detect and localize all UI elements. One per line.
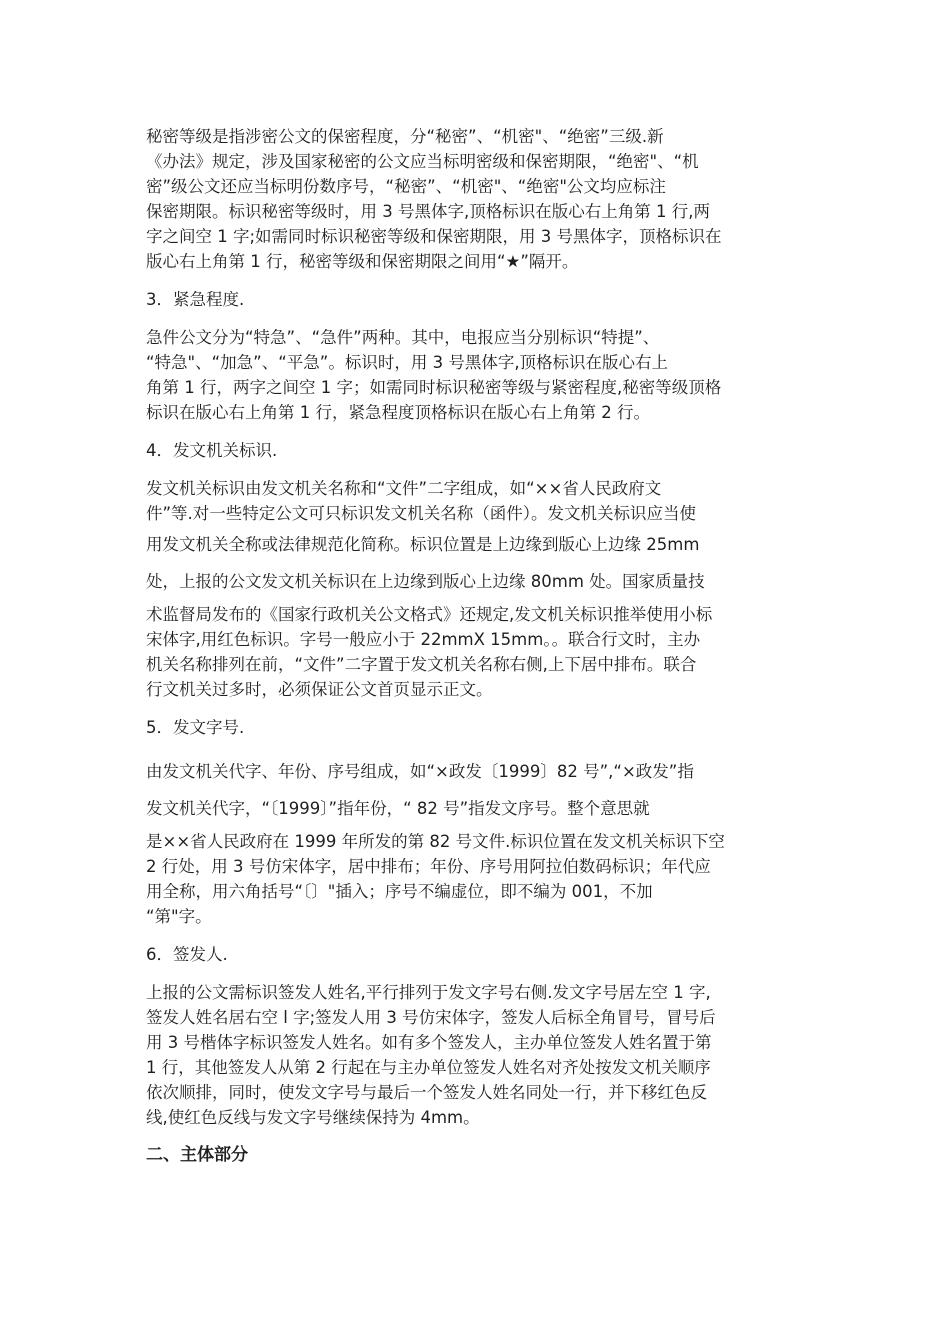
text-line: 密”级公文还应当标明份数序号，“秘密”、“机密"、“绝密"公文均应标注 [146,177,666,196]
text-line: 用 3 号楷体字标识签发人姓名。如有多个签发人，主办单位签发人姓名置于第 [146,1033,712,1052]
text-line: “第"字。 [146,907,212,926]
text-line: 术监督局发布的《国家行政机关公文格式》还规定,发文机关标识推举使用小标 [146,605,713,624]
text-line: 保密期限。标识秘密等级时，用 3 号黑体字,顶格标识在版心右上角第 1 行,两 [146,202,710,221]
heading-issuer-mark [146,438,810,463]
text-line: 急件公文分为“特急”、“急件”两种。其中，电报应当分别标识“特提”、 [146,328,660,347]
paragraph-urgency [146,325,810,425]
heading-text: 3．紧急程度. [146,290,245,309]
text-line: 角第 1 行，两字之间空 1 字；如需同时标识秘密等级与紧密程度,秘密等级顶格 [146,378,722,397]
text-line: 发文机关代字，“〔1999〕”指年份，“ 82 号”指发文序号。整个意思就 [146,799,650,818]
heading-text: 6．签发人. [146,945,228,964]
text-line: 发文机关标识由发文机关名称和“文件”二字组成，如“××省人民政府文 [146,479,662,498]
heading-signer [146,942,810,967]
text-line: 字之间空 1 字;如需同时标识秘密等级和保密期限，用 3 号黑体字，顶格标识在 [146,227,722,246]
paragraph-secret-level [146,124,810,274]
paragraph-issuer-mark [146,476,810,702]
heading-doc-number [146,715,810,740]
heading-text: 4．发文机关标识. [146,441,278,460]
document-body [146,124,810,1168]
text-line: 1 行，其他签发人从第 2 行起在与主办单位签发人姓名对齐处按发文机关顺序 [146,1058,711,1077]
text-line: 线,使红色反线与发文字号继续保持为 4mm。 [146,1108,480,1127]
text-line: 2 行处，用 3 号仿宋体字，居中排布；年份、序号用阿拉伯数码标识；年代应 [146,857,711,876]
text-line: 处，上报的公文发文机关标识在上边缘到版心上边缘 80mm 处。国家质量技 [146,572,705,591]
text-line: 依次顺排，同时，使发文字号与最后一个签发人姓名同处一行，并下移红色反 [146,1083,707,1102]
text-line: 秘密等级是指涉密公文的保密程度，分“秘密”、“机密"、“绝密”三级.新 [146,127,664,146]
text-line: 用发文机关全称或法律规范化简称。标识位置是上边缘到版心上边缘 25mm [146,535,700,554]
text-line: 版心右上角第 1 行，秘密等级和保密期限之间用“★”隔开。 [146,252,579,271]
text-line: 标识在版心右上角第 1 行，紧急程度顶格标识在版心右上角第 2 行。 [146,403,650,422]
section-title-main-body: 二、主体部分 [146,1145,248,1165]
text-line: “特急"、“加急”、“平急”。标识时，用 3 号黑体字,顶格标识在版心右上 [146,353,669,372]
text-line: 上报的公文需标识签发人姓名,平行排列于发文字号右侧.发文字号居左空 1 字, [146,983,711,1002]
paragraph-signer [146,980,810,1130]
text-line: 由发文机关代字、年份、序号组成，如“×政发〔1999〕82 号”,“×政发”指 [146,762,694,781]
text-line: 签发人姓名居右空 l 字;签发人用 3 号仿宋体字，签发人后标全角冒号，冒号后 [146,1008,716,1027]
text-line: 是××省人民政府在 1999 年所发的第 82 号文件.标识位置在发文机关标识下空 [146,832,725,851]
text-line: 用全称，用六角括号“〔〕"插入；序号不编虚位，即不编为 001，不加 [146,882,653,901]
heading-text: 5．发文字号. [146,718,245,737]
text-line: 件”等.对一些特定公文可只标识发文机关名称（函件）。发文机关标识应当使 [146,504,697,523]
text-line: 机关名称排列在前，“文件”二字置于发文机关名称右侧,上下居中排布。联合 [146,655,697,674]
heading-urgency [146,287,810,312]
text-line: 宋体字,用红色标识。字号一般应小于 22mmX 15mm。。联合行文时，主办 [146,630,701,649]
paragraph-doc-number [146,753,810,929]
text-line: 行文机关过多时，必须保证公文首页显示正文。 [146,680,493,699]
text-line: 《办法》规定，涉及国家秘密的公文应当标明密级和保密期限，“绝密"、“机 [146,152,699,171]
